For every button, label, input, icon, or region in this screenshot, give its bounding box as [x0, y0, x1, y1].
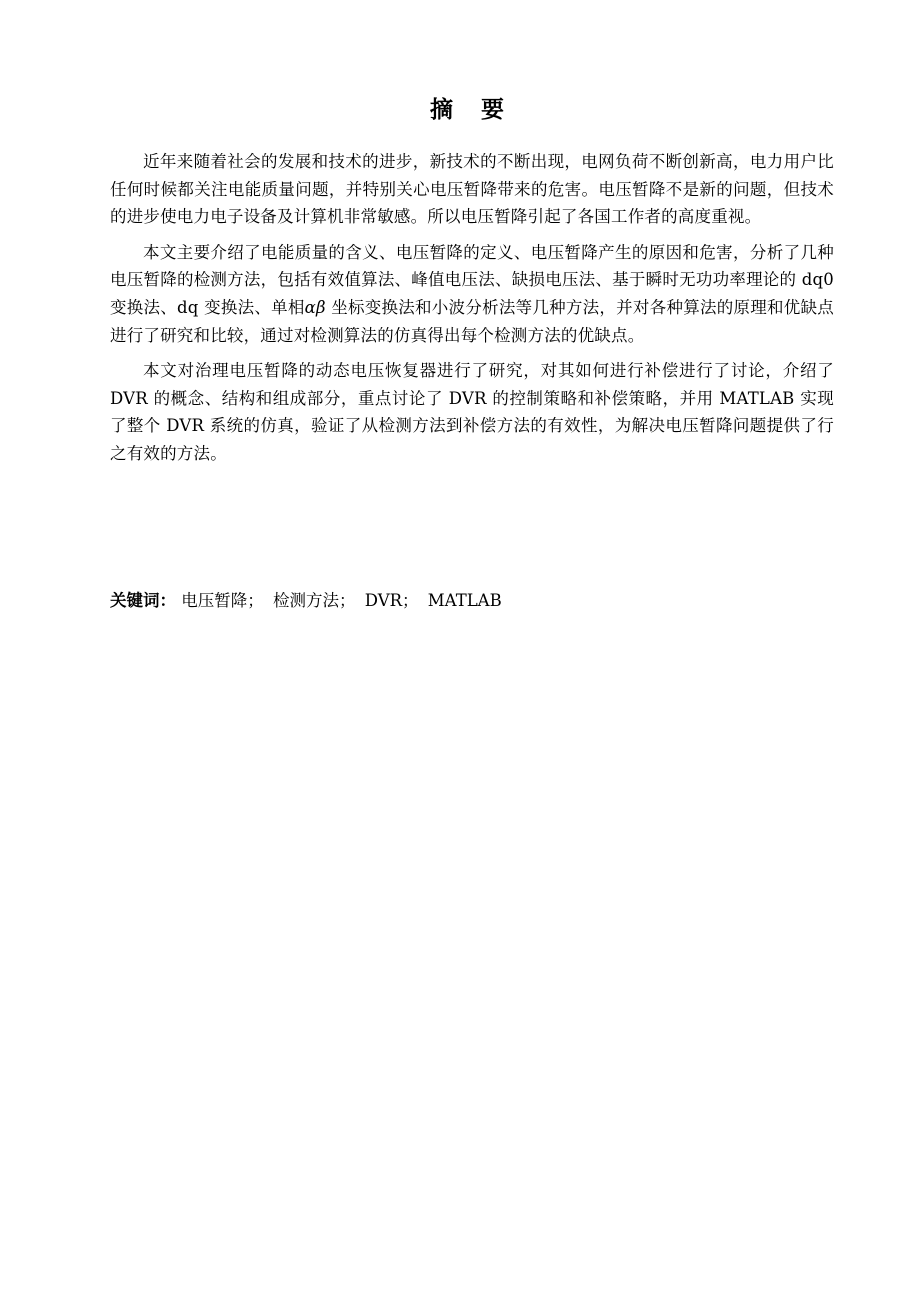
paragraph-2-text-after: 坐标变换法和小波分析法等几种方法，并对各种算法的原理和优缺点进行了研究和比较，通过对检测算法的仿真得出每个检测方法的优缺点。 [110, 297, 834, 345]
abstract-paragraph-1: 近年来随着社会的发展和技术的进步，新技术的不断出现，电网负荷不断创新高，电力用户比任何时候都关注电能质量问题，并特别关心电压暂降带来的危害。电压暂降不是新的问题，但技术的进步使电力电子设备及计算机非常敏感。所以电压暂降引起了各国工作者的高度重视。 [110, 152, 834, 227]
keyword-item: MATLAB [427, 591, 502, 610]
keywords-label: 关键词： [110, 591, 176, 610]
paragraph-2-text-before: 本文主要介绍了电能质量的含义、电压暂降的定义、电压暂降产生的原因和危害，分析了几种电压暂降的检测方法，包括有效值算法、峰值电压法、缺损电压法、基于瞬时无功功率理论的 dq0 变换法、dq 变换法、单相 [110, 242, 834, 317]
alpha-beta-symbol: αβ [304, 297, 326, 317]
keywords-line [110, 587, 834, 615]
abstract-paragraph-2 [110, 239, 834, 349]
abstract-body [110, 148, 834, 476]
keyword-item: 检测方法； [273, 591, 356, 610]
abstract-title: 摘 要 [429, 97, 514, 123]
keyword-item: 电压暂降； [181, 591, 264, 610]
keyword-item: DVR； [364, 591, 419, 610]
abstract-paragraph-3: 本文对治理电压暂降的动态电压恢复器进行了研究，对其如何进行补偿进行了讨论，介绍了 DVR 的概念、结构和组成部分，重点讨论了 DVR 的控制策略和补偿策略，并用 MATLAB 实现了整个 DVR 系统的仿真，验证了从检测方法到补偿方法的有效性，为解决电压暂降问题提供了行之有效的方法。 [110, 361, 834, 463]
